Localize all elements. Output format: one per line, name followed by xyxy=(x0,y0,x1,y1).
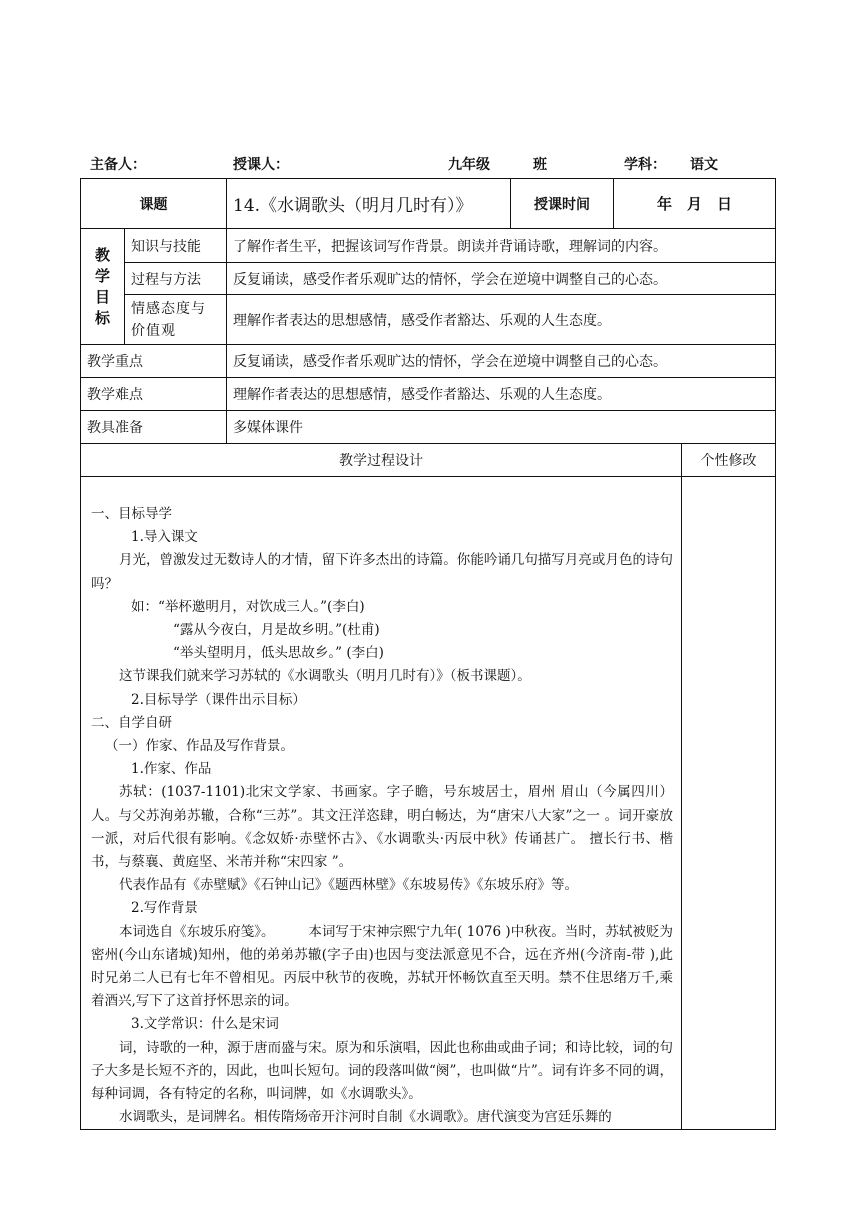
paragraph: 代表作品有《赤壁赋》《石钟山记》《题西林壁》《东坡易传》《东坡乐府》等。 xyxy=(119,877,578,894)
sub-heading: 1.作家、作品 xyxy=(131,761,212,778)
materials-label: 教具准备 xyxy=(81,411,227,444)
topic-label: 课题 xyxy=(81,179,227,229)
goal-label: 情感态度与价值观 xyxy=(125,295,227,345)
paragraph: 月光，曾激发过无数诗人的才情，留下许多杰出的诗篇。你能吟诵几句描写月亮或月色的诗句吗？ xyxy=(91,552,673,592)
goals-label-char: 标 xyxy=(94,308,110,327)
preparer-label: 主备人： xyxy=(90,157,146,173)
difficulty-label: 教学难点 xyxy=(81,378,227,411)
poem-line: 如：“举杯邀明月，对饮成三人。”(李白) xyxy=(131,598,365,615)
paragraph: 这节课我们就来学习苏轼的《水调歌头（明月几时有）》（板书课题）。 xyxy=(119,668,531,685)
goal-row-knowledge xyxy=(81,229,776,263)
goals-label xyxy=(81,229,125,345)
topic-value: 14.《水调歌头（明月几时有）》 xyxy=(227,179,511,229)
subject-value: 语文 xyxy=(690,157,718,173)
goals-label-char: 教 xyxy=(94,245,110,264)
date-placeholder: 年 月 日 xyxy=(614,179,776,229)
paragraph: 水调歌头，是词牌名。相传隋炀帝开汴河时自制《水调歌》。唐代演变为宫廷乐舞的 xyxy=(119,1109,612,1126)
sub-heading: 2.目标导学（课件出示目标） xyxy=(131,691,306,708)
goal-value: 反复诵读，感受作者乐观旷达的情怀，学会在逆境中调整自己的心态。 xyxy=(227,263,776,295)
class-label: 班 xyxy=(533,157,547,173)
materials-value: 多媒体课件 xyxy=(227,411,776,444)
time-label: 授课时间 xyxy=(511,179,614,229)
poem-line: “露从今夜白，月是故乡明。”(杜甫) xyxy=(173,622,380,639)
key-point-row xyxy=(81,345,776,378)
goal-value: 理解作者表达的思想感情，感受作者豁达、乐观的人生态度。 xyxy=(227,295,776,345)
revision-title: 个性修改 xyxy=(682,444,776,477)
difficulty-value: 理解作者表达的思想感情，感受作者豁达、乐观的人生态度。 xyxy=(227,378,776,411)
page-header xyxy=(90,154,780,176)
lesson-plan-table xyxy=(80,178,776,1130)
goal-label: 过程与方法 xyxy=(125,263,227,295)
process-title: 教学过程设计 xyxy=(81,444,682,477)
sub-heading: 3.文学常识：什么是宋词 xyxy=(131,1016,279,1033)
goal-label: 知识与技能 xyxy=(125,229,227,263)
topic-row xyxy=(81,179,776,229)
goals-label-char: 学 xyxy=(94,266,110,285)
paragraph: 苏轼：(1037-1101)北宋文学家、书画家。字子瞻，号东坡居士，眉州 眉山（今属四川）人。与父苏洵弟苏辙，合称“三苏”。其文汪洋恣肆，明白畅达，为“唐宋八大家”之一 。词开豪放一派，对后代很有影响。《念奴娇·赤壁怀古》、《水调歌头·丙辰中秋》传诵甚广。 擅长行书、楷书，与蔡襄、黄庭坚、米芾并称“宋四家 ”。 xyxy=(91,784,673,871)
paragraph: 本词选自《东坡乐府笺》。 本词写于宋神宗熙宁九年( 1076 )中秋夜。当时，苏轼被贬为密州(今山东诸城)知州，他的弟弟苏辙(字子由)也因与变法派意见不合，远在齐州(今济南-带 ),此时兄弟二人已有七年不曾相见。丙辰中秋节的夜晚，苏轼开怀畅饮直至天明。禁不住思绪万千,乘着酒兴,写下了这首抒怀思亲的词。 xyxy=(91,923,673,1010)
poem-line: “举头望明月，低头思故乡。” (李白) xyxy=(173,645,384,662)
paragraph: 词，诗歌的一种，源于唐而盛与宋。原为和乐演唱，因此也称曲或曲子词；和诗比较，词的句子大多是长短不齐的，因此，也叫长短句。词的段落叫做“阕”，也叫做“片”。词有许多不同的调，每种词调，各有特定的名称，叫词牌，如《水调歌头》。 xyxy=(91,1039,673,1103)
process-content xyxy=(81,477,682,1130)
section-heading: 二、自学自研 xyxy=(91,714,172,731)
teacher-label: 授课人： xyxy=(233,157,289,173)
grade-label: 九年级 xyxy=(448,157,490,173)
section-heading: 一、目标导学 xyxy=(91,506,172,522)
goal-value: 了解作者生平，把握该词写作背景。朗读并背诵诗歌，理解词的内容。 xyxy=(227,229,776,263)
difficulty-row xyxy=(81,378,776,411)
process-header-row xyxy=(81,444,776,477)
key-point-value: 反复诵读，感受作者乐观旷达的情怀，学会在逆境中调整自己的心态。 xyxy=(227,345,776,378)
sub-heading: 1.导入课文 xyxy=(131,529,198,546)
subject-label: 学科： xyxy=(624,157,666,173)
sub-heading: （一）作家、作品及写作背景。 xyxy=(105,738,294,755)
goal-row-emotion xyxy=(81,295,776,345)
goals-label-char: 目 xyxy=(94,287,110,306)
process-body-row xyxy=(81,477,776,1130)
materials-row xyxy=(81,411,776,444)
key-point-label: 教学重点 xyxy=(81,345,227,378)
revision-column xyxy=(682,477,776,1130)
goal-row-process xyxy=(81,263,776,295)
sub-heading: 2.写作背景 xyxy=(131,900,198,917)
